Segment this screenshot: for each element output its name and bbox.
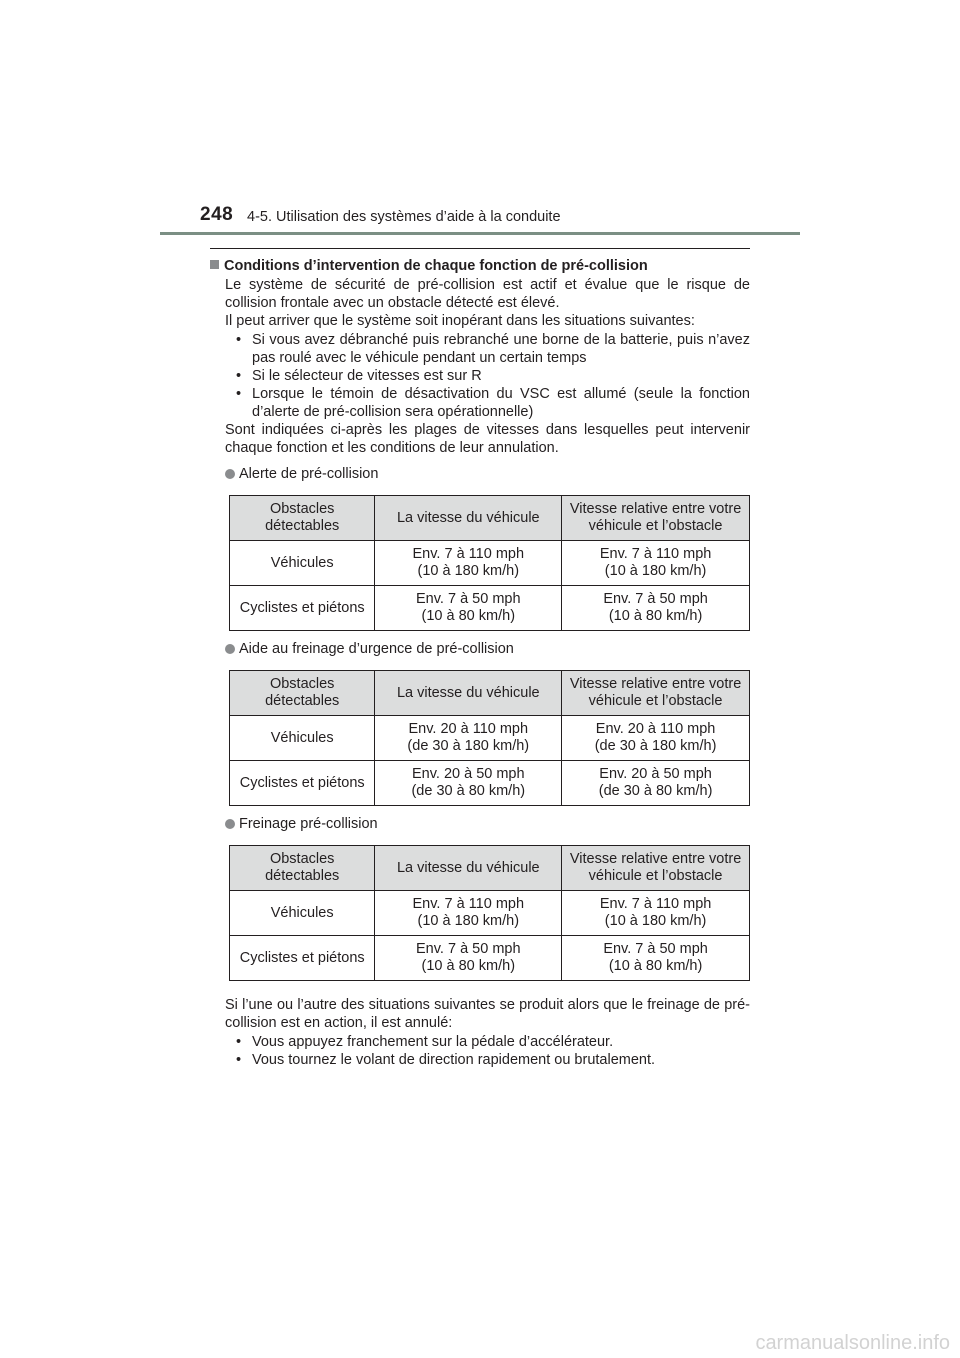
ranges-paragraph: Sont indiquées ci-après les plages de vitesses dans lesquelles peut intervenir chaque fonction et les conditions de leur annulation. — [225, 422, 750, 456]
page-number: 248 — [200, 204, 234, 225]
list-item: • Si vous avez débranché puis rebranché une borne de la batterie, puis n’avez pas roulé avec le véhicule pendant un certain temps — [236, 332, 750, 366]
section-heading: Conditions d’intervention de chaque fonction de pré-collision — [210, 257, 750, 275]
list-item: • Vous appuyez franchement sur la pédale d’accélérateur. — [236, 1034, 614, 1050]
circle-bullet-icon — [225, 644, 235, 654]
column-header: La vitesse du véhicule — [375, 671, 562, 716]
table-row — [230, 761, 750, 806]
speed-table — [229, 495, 750, 631]
table-row — [230, 586, 750, 631]
column-header: Vitesse relative entre votre véhicule et l’obstacle — [562, 846, 750, 891]
table-cell: Env. 7 à 50 mph (10 à 80 km/h) — [562, 936, 750, 981]
list-item: • Lorsque le témoin de désactivation du VSC est allumé (seule la fonction d’alerte de pré-collision sera opérationnelle) — [236, 386, 750, 420]
bullet-icon: • — [236, 368, 242, 384]
bullet-icon: • — [236, 386, 242, 402]
speed-table — [229, 845, 750, 981]
table-header-row — [230, 846, 750, 891]
table-header-row — [230, 496, 750, 541]
table-cell: Env. 7 à 110 mph (10 à 180 km/h) — [562, 541, 750, 586]
table-cell: Env. 7 à 50 mph (10 à 80 km/h) — [375, 936, 562, 981]
table-cell: Véhicules — [230, 891, 375, 936]
intro-paragraph-2: Il peut arriver que le système soit inopérant dans les situations suivantes: — [225, 313, 695, 329]
table-row — [230, 716, 750, 761]
table-cell: Véhicules — [230, 541, 375, 586]
table-cell: Cyclistes et piétons — [230, 936, 375, 981]
bullet-icon: • — [236, 1052, 242, 1068]
page-header — [0, 0, 960, 240]
table-cell: Véhicules — [230, 716, 375, 761]
table-cell: Env. 7 à 50 mph (10 à 80 km/h) — [562, 586, 750, 631]
intro-paragraph-1: Le système de sécurité de pré-collision est actif et évalue que le risque de collision frontale avec un obstacle détecté est élevé. — [225, 277, 750, 311]
column-header: Obstacles détectables — [230, 496, 375, 541]
table-row — [230, 936, 750, 981]
table-row — [230, 891, 750, 936]
table-cell: Env. 7 à 110 mph (10 à 180 km/h) — [375, 891, 562, 936]
subsection-heading: Aide au freinage d’urgence de pré-collision — [225, 640, 750, 658]
cancellation-list — [230, 1033, 750, 1069]
table-header-row — [230, 671, 750, 716]
circle-bullet-icon — [225, 819, 235, 829]
column-header: Obstacles détectables — [230, 846, 375, 891]
section-title: 4-5. Utilisation des systèmes d’aide à la conduite — [247, 209, 561, 225]
conditions-list — [230, 331, 750, 421]
divider — [210, 248, 750, 249]
cancellation-paragraph: Si l’une ou l’autre des situations suivantes se produit alors que le freinage de pré-collision est en action, il est annulé: — [225, 997, 750, 1031]
column-header: La vitesse du véhicule — [375, 496, 562, 541]
bullet-icon: • — [236, 1034, 242, 1050]
subsection-heading: Alerte de pré-collision — [225, 465, 750, 483]
table-cell: Cyclistes et piétons — [230, 586, 375, 631]
table-cell: Env. 20 à 50 mph (de 30 à 80 km/h) — [562, 761, 750, 806]
subsection-heading: Freinage pré-collision — [225, 815, 750, 833]
column-header: Vitesse relative entre votre véhicule et l’obstacle — [562, 496, 750, 541]
header-rule — [160, 232, 800, 235]
column-header: Vitesse relative entre votre véhicule et l’obstacle — [562, 671, 750, 716]
circle-bullet-icon — [225, 469, 235, 479]
table-cell: Env. 7 à 110 mph (10 à 180 km/h) — [562, 891, 750, 936]
column-header: Obstacles détectables — [230, 671, 375, 716]
list-item: • Vous tournez le volant de direction rapidement ou brutalement. — [236, 1052, 656, 1068]
table-cell: Env. 7 à 110 mph (10 à 180 km/h) — [375, 541, 562, 586]
table-cell: Cyclistes et piétons — [230, 761, 375, 806]
watermark: carmanualsonline.info — [755, 1332, 950, 1354]
table-cell: Env. 20 à 110 mph (de 30 à 180 km/h) — [562, 716, 750, 761]
table-row — [230, 541, 750, 586]
list-item: • Si le sélecteur de vitesses est sur R — [236, 368, 482, 384]
table-cell: Env. 20 à 50 mph (de 30 à 80 km/h) — [375, 761, 562, 806]
page-content — [210, 248, 750, 1069]
bullet-icon: • — [236, 332, 242, 348]
table-cell: Env. 7 à 50 mph (10 à 80 km/h) — [375, 586, 562, 631]
square-bullet-icon — [210, 260, 219, 269]
speed-table — [229, 670, 750, 806]
table-cell: Env. 20 à 110 mph (de 30 à 180 km/h) — [375, 716, 562, 761]
column-header: La vitesse du véhicule — [375, 846, 562, 891]
